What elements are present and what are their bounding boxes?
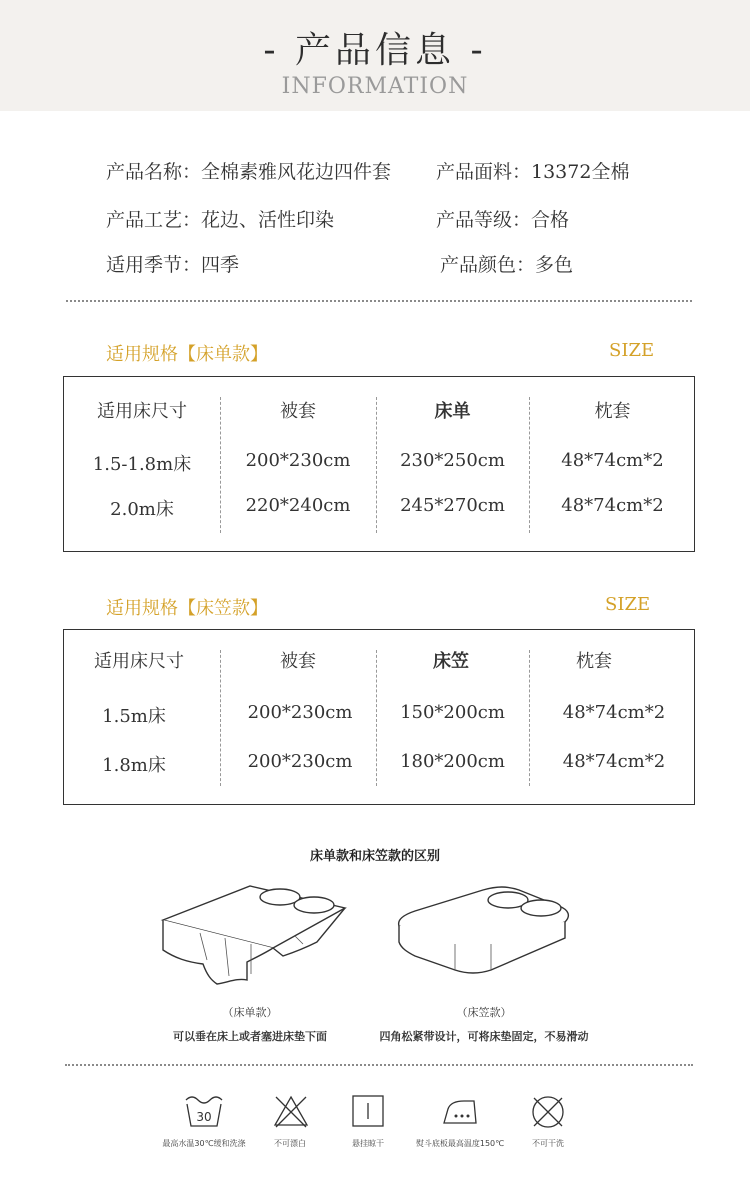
table-header-cell: 枕套 (594, 401, 631, 422)
table-cell: 48*74cm*2 (561, 450, 664, 471)
care-label: 不可干洗 (532, 1139, 564, 1148)
table-cell: 230*250cm (400, 450, 505, 471)
table-cell: 48*74cm*2 (562, 702, 666, 723)
table-header-cell: 适用床尺寸 (97, 401, 187, 422)
divider (66, 300, 692, 302)
product-name: 产品名称：全棉素雅风花边四件套 (106, 161, 392, 183)
table-cell: 180*200cm (400, 751, 505, 772)
fitted-spec-table (63, 629, 695, 805)
fitted-sheet-label: （床笠款） (456, 1006, 512, 1019)
table-header-cell: 被套 (280, 401, 316, 422)
table-header-cell: 被套 (280, 651, 316, 672)
product-grade: 产品等级：合格 (436, 209, 570, 231)
flat-sheet-description: 可以垂在床上或者塞进床垫下面 (173, 1030, 327, 1043)
product-season: 适用季节：四季 (106, 254, 240, 276)
fitted-spec-size-label: SIZE (605, 594, 651, 615)
flat-sheet-illustration (155, 878, 355, 988)
table-header-cell: 床笠 (433, 651, 469, 672)
table-cell: 2.0m床 (110, 499, 174, 520)
product-craft: 产品工艺：花边、活性印染 (106, 209, 335, 231)
divider (65, 1064, 693, 1066)
wash-30-icon (184, 1094, 224, 1128)
care-label: 熨斗底板最高温度150℃ (415, 1139, 505, 1148)
fitted-sheet-illustration (393, 882, 575, 982)
no-bleach-icon (272, 1094, 310, 1128)
table-cell: 200*230cm (247, 751, 353, 772)
table-header-cell: 床单 (434, 401, 471, 422)
page-subtitle: INFORMATION (281, 74, 469, 99)
table-cell: 1.5m床 (102, 706, 166, 727)
care-label: 悬挂晾干 (352, 1139, 384, 1148)
iron-150-icon (440, 1097, 480, 1127)
sheet-spec-size-label: SIZE (609, 340, 655, 361)
table-cell: 1.8m床 (102, 755, 166, 776)
product-color: 产品颜色：多色 (440, 254, 574, 276)
page-header (0, 0, 750, 111)
table-cell: 48*74cm*2 (562, 751, 666, 772)
table-cell: 200*230cm (245, 450, 351, 471)
table-header-cell: 枕套 (576, 651, 612, 672)
table-cell: 200*230cm (247, 702, 353, 723)
table-cell: 1.5-1.8m床 (92, 454, 192, 475)
no-dry-clean-icon (530, 1094, 566, 1130)
hang-dry-icon (351, 1094, 385, 1128)
fitted-sheet-description: 四角松紧带设计，可将床垫固定，不易滑动 (379, 1030, 589, 1043)
care-label: 不可漂白 (274, 1139, 306, 1148)
table-cell: 220*240cm (245, 495, 351, 516)
table-header-cell: 适用床尺寸 (94, 651, 184, 672)
table-cell: 150*200cm (400, 702, 505, 723)
sheet-spec-title: 适用规格【床单款】 (106, 344, 268, 365)
product-fabric: 产品面料：13372全棉 (436, 161, 630, 183)
wash-temp-text: 30 (196, 1110, 212, 1124)
care-label: 最高水温30℃缓和洗涤 (162, 1139, 246, 1148)
table-cell: 245*270cm (400, 495, 505, 516)
difference-title: 床单款和床笠款的区别 (309, 849, 440, 864)
page-title: - 产品信息 - (263, 30, 487, 71)
flat-sheet-label: （床单款） (222, 1006, 278, 1019)
table-cell: 48*74cm*2 (561, 495, 664, 516)
fitted-spec-title: 适用规格【床笠款】 (106, 598, 268, 619)
sheet-spec-table (63, 376, 695, 552)
